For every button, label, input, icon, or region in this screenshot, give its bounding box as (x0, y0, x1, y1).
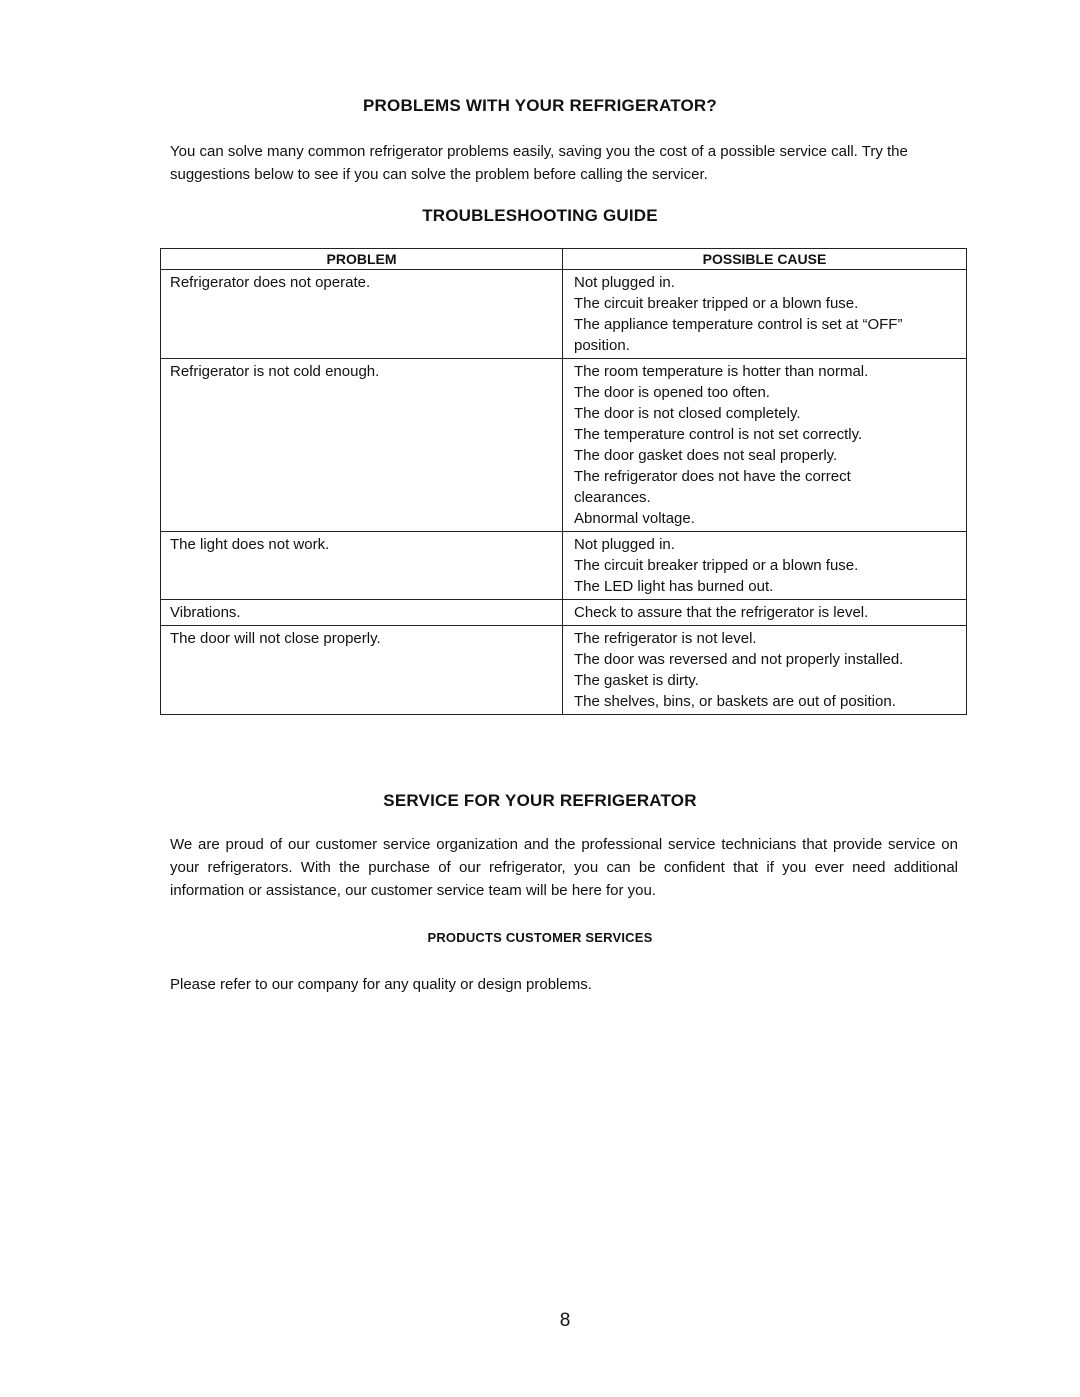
possible-cause-item: Abnormal voltage. (574, 510, 695, 527)
problem-cell: The door will not close properly. (161, 626, 563, 715)
troubleshooting-table (160, 248, 967, 715)
customer-services-subtitle: PRODUCTS CUSTOMER SERVICES (427, 930, 653, 945)
possible-cause-item: The circuit breaker tripped or a blown fuse. (574, 295, 859, 312)
possible-cause-item: The door was reversed and not properly installed. (574, 651, 904, 668)
possible-cause-cell (563, 626, 967, 715)
problems-title: PROBLEMS WITH YOUR REFRIGERATOR? (363, 96, 717, 115)
table-row (161, 600, 967, 626)
problem-cell: Vibrations. (161, 600, 563, 626)
possible-cause-item: The shelves, bins, or baskets are out of position. (574, 693, 896, 710)
possible-cause-item: The appliance temperature control is set at “OFF” (574, 316, 903, 333)
possible-cause-item: The refrigerator is not level. (574, 630, 757, 647)
possible-cause-cell (563, 270, 967, 359)
possible-cause-item: Check to assure that the refrigerator is level. (574, 604, 869, 621)
header-possible-cause: POSSIBLE CAUSE (563, 249, 967, 270)
possible-cause-item: clearances. (574, 489, 651, 506)
table-row (161, 359, 967, 532)
possible-cause-cell (563, 600, 967, 626)
possible-cause-item: The room temperature is hotter than normal. (574, 363, 869, 380)
possible-cause-item: The door gasket does not seal properly. (574, 447, 838, 464)
table-row (161, 626, 967, 715)
table-row (161, 532, 967, 600)
possible-cause-item: The refrigerator does not have the correct (574, 468, 851, 485)
possible-cause-cell (563, 359, 967, 532)
possible-cause-item: The door is not closed completely. (574, 405, 801, 422)
problem-cell: The light does not work. (161, 532, 563, 600)
possible-cause-item: The circuit breaker tripped or a blown fuse. (574, 557, 859, 574)
table-body (161, 270, 967, 715)
page-number: 8 (559, 1310, 571, 1331)
possible-cause-item: Not plugged in. (574, 536, 675, 553)
table-row (161, 270, 967, 359)
possible-cause-item: Not plugged in. (574, 274, 675, 291)
customer-services-note: Please refer to our company for any quality or design problems. (170, 976, 592, 993)
possible-cause-cell (563, 532, 967, 600)
possible-cause-item: The gasket is dirty. (574, 672, 699, 689)
problems-intro: You can solve many common refrigerator problems easily, saving you the cost of a possible service call. Try the suggestions below to see if you can solve the problem before calling the servicer. (170, 143, 908, 183)
possible-cause-item: The LED light has burned out. (574, 578, 774, 595)
possible-cause-item: The door is opened too often. (574, 384, 770, 401)
service-title: SERVICE FOR YOUR REFRIGERATOR (383, 791, 697, 810)
problem-cell: Refrigerator does not operate. (161, 270, 563, 359)
possible-cause-item: position. (574, 337, 630, 354)
table-header-row (161, 249, 967, 270)
possible-cause-item: The temperature control is not set correctly. (574, 426, 863, 443)
service-body: We are proud of our customer service organization and the professional service technicians that provide service on your refrigerators. With the purchase of our refrigerator, you can be confident that if you ever need additional information or assistance, our customer service team will be here for you. (170, 836, 958, 899)
problem-cell: Refrigerator is not cold enough. (161, 359, 563, 532)
troubleshooting-title: TROUBLESHOOTING GUIDE (422, 206, 658, 225)
header-problem: PROBLEM (161, 249, 563, 270)
